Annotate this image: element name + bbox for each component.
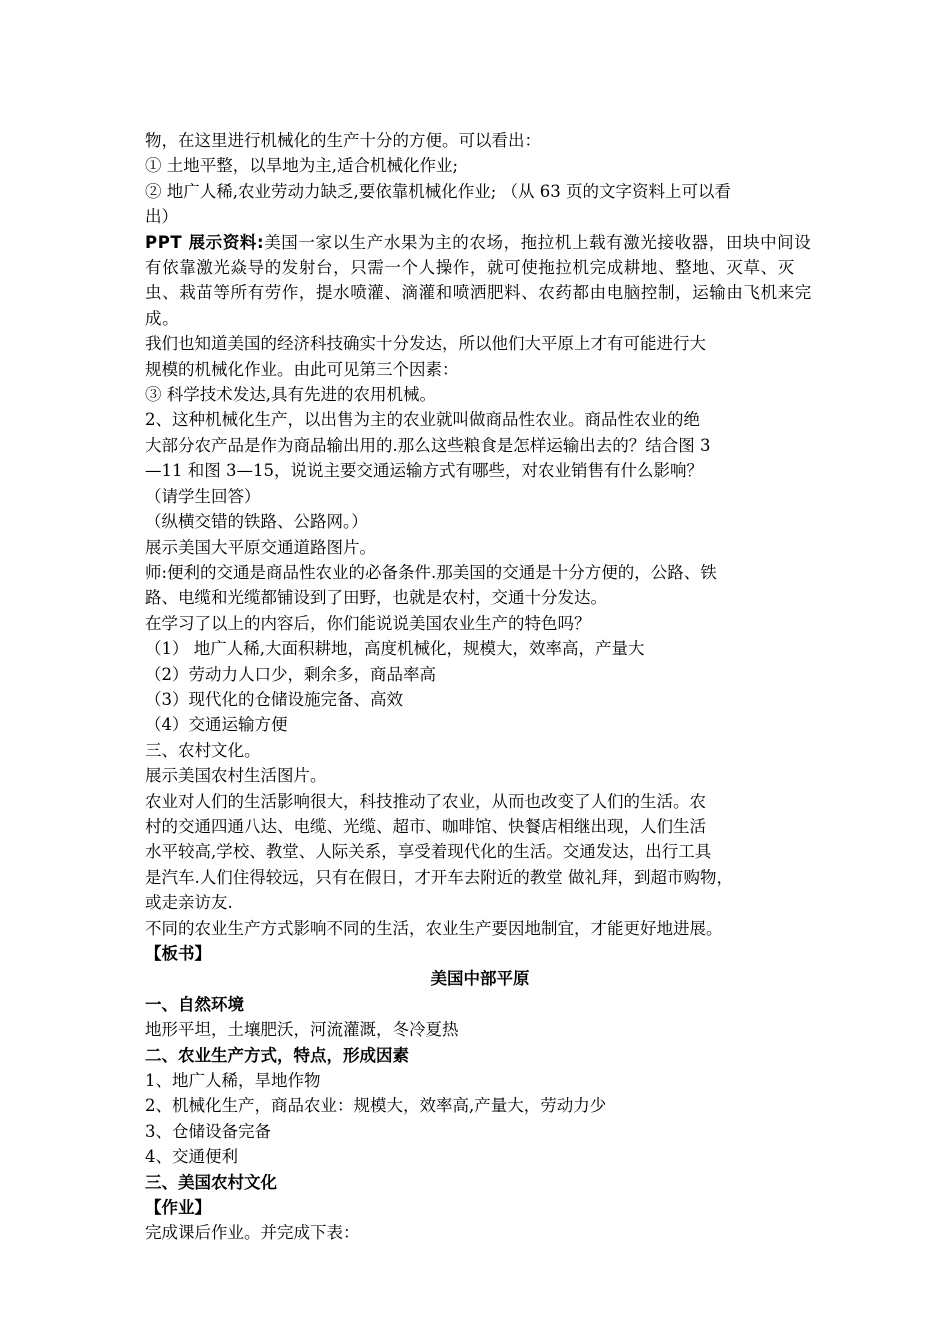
text-line: ① 土地平整，以旱地为主,适合机械化作业; bbox=[145, 156, 459, 176]
text-line: —11 和图 3—15，说说主要交通运输方式有哪些，对农业销售有什么影响？ bbox=[145, 461, 703, 481]
text-line: 出） bbox=[145, 207, 178, 227]
board-title: 美国中部平原 bbox=[430, 969, 530, 989]
text-line: 水平较高,学校、教堂、人际关系，享受着现代化的生活。交通发达，出行工具 bbox=[145, 842, 712, 862]
text-line: （3）现代化的仓储设施完备、高效 bbox=[145, 689, 403, 709]
text-line: 师:便利的交通是商品性农业的必备条件.那美国的交通是十分方便的，公路、铁 bbox=[145, 562, 717, 582]
text-line: （1） 地广人稀,大面积耕地，高度机械化，规模大，效率高，产量大 bbox=[145, 639, 645, 659]
text-line: （请学生回答） bbox=[145, 486, 261, 506]
text-line: 农业对人们的生活影响很大，科技推动了农业，从而也改变了人们的生活。农 bbox=[145, 791, 706, 811]
text-line: 不同的农业生产方式影响不同的生活，农业生产要因地制宜，才能更好地进展。 bbox=[145, 918, 723, 938]
text-line: （4）交通运输方便 bbox=[145, 715, 288, 735]
ppt-material-paragraph bbox=[145, 230, 815, 332]
text-line: 路、电缆和光缆都铺设到了田野，也就是农村，交通十分发达。 bbox=[145, 588, 607, 608]
board-section-1: 一、自然环境 bbox=[145, 994, 244, 1014]
homework-text: 完成课后作业。并完成下表： bbox=[145, 1223, 360, 1243]
text-line: 或走亲访友. bbox=[145, 893, 233, 913]
ppt-text: 美国一家以生产水果为主的农场，拖拉机上载有激光接收器，田块中间设有依靠激光焱导的发射台，只需一个人操作，就可使拖拉机完成耕地、整地、灭草、灭虫、栽苗等所有劳作，提水喷灌、滴灌和喷洒肥料、农药都由电脑控制，运输由飞机来完成。 bbox=[145, 232, 812, 328]
text-line: 2、这种机械化生产，以出售为主的农业就叫做商品性农业。商品性农业的绝 bbox=[145, 410, 700, 430]
text-line: （2）劳动力人口少，剩余多，商品率高 bbox=[145, 664, 436, 684]
text-line: 展示美国大平原交通道路图片。 bbox=[145, 537, 376, 557]
text-line: 我们也知道美国的经济科技确实十分发达，所以他们大平原上才有可能进行大 bbox=[145, 334, 706, 354]
text-line: 在学习了以上的内容后，你们能说说美国农业生产的特色吗？ bbox=[145, 613, 591, 633]
text-line: （纵横交错的铁路、公路网。） bbox=[145, 512, 368, 532]
text-line: ③ 科学技术发达,具有先进的农用机械。 bbox=[145, 385, 436, 405]
text-line: 物，在这里进行机械化的生产十分的方便。可以看出： bbox=[145, 131, 541, 150]
board-section-2: 二、农业生产方式，特点，形成因素 bbox=[145, 1045, 409, 1065]
board-item: 3、仓储设备完备 bbox=[145, 1121, 271, 1141]
text-line: 是汽车.人们住得较远，只有在假日，才开车去附近的教堂 做礼拜，到超市购物， bbox=[145, 867, 733, 887]
text-line: 规模的机械化作业。由此可见第三个因素： bbox=[145, 359, 459, 379]
text-line: 展示美国农村生活图片。 bbox=[145, 766, 327, 786]
board-item: 4、交通便利 bbox=[145, 1147, 238, 1167]
board-item: 1、地广人稀，旱地作物 bbox=[145, 1071, 321, 1091]
text-line: 三、农村文化。 bbox=[145, 740, 261, 760]
text-line: 村的交通四通八达、电缆、光缆、超市、咖啡馆、快餐店相继出现，人们生活 bbox=[145, 816, 706, 836]
board-heading: 【板书】 bbox=[145, 944, 211, 963]
board-item: 2、机械化生产，商品农业：规模大，效率高,产量大，劳动力少 bbox=[145, 1096, 607, 1116]
text-line: ② 地广人稀,农业劳动力缺乏,要依靠机械化作业; （从 63 页的文字资料上可以看 bbox=[145, 181, 732, 201]
ppt-label: PPT 展示资料: bbox=[145, 232, 265, 252]
board-section-1-text: 地形平坦，土壤肥沃，河流灌溉，冬冷夏热 bbox=[145, 1020, 459, 1040]
homework-heading: 【作业】 bbox=[145, 1198, 211, 1218]
board-section-3: 三、美国农村文化 bbox=[145, 1172, 277, 1192]
document-page bbox=[145, 128, 815, 1246]
text-line: 大部分农产品是作为商品输出用的.那么这些粮食是怎样运输出去的？结合图 3 bbox=[145, 435, 711, 455]
